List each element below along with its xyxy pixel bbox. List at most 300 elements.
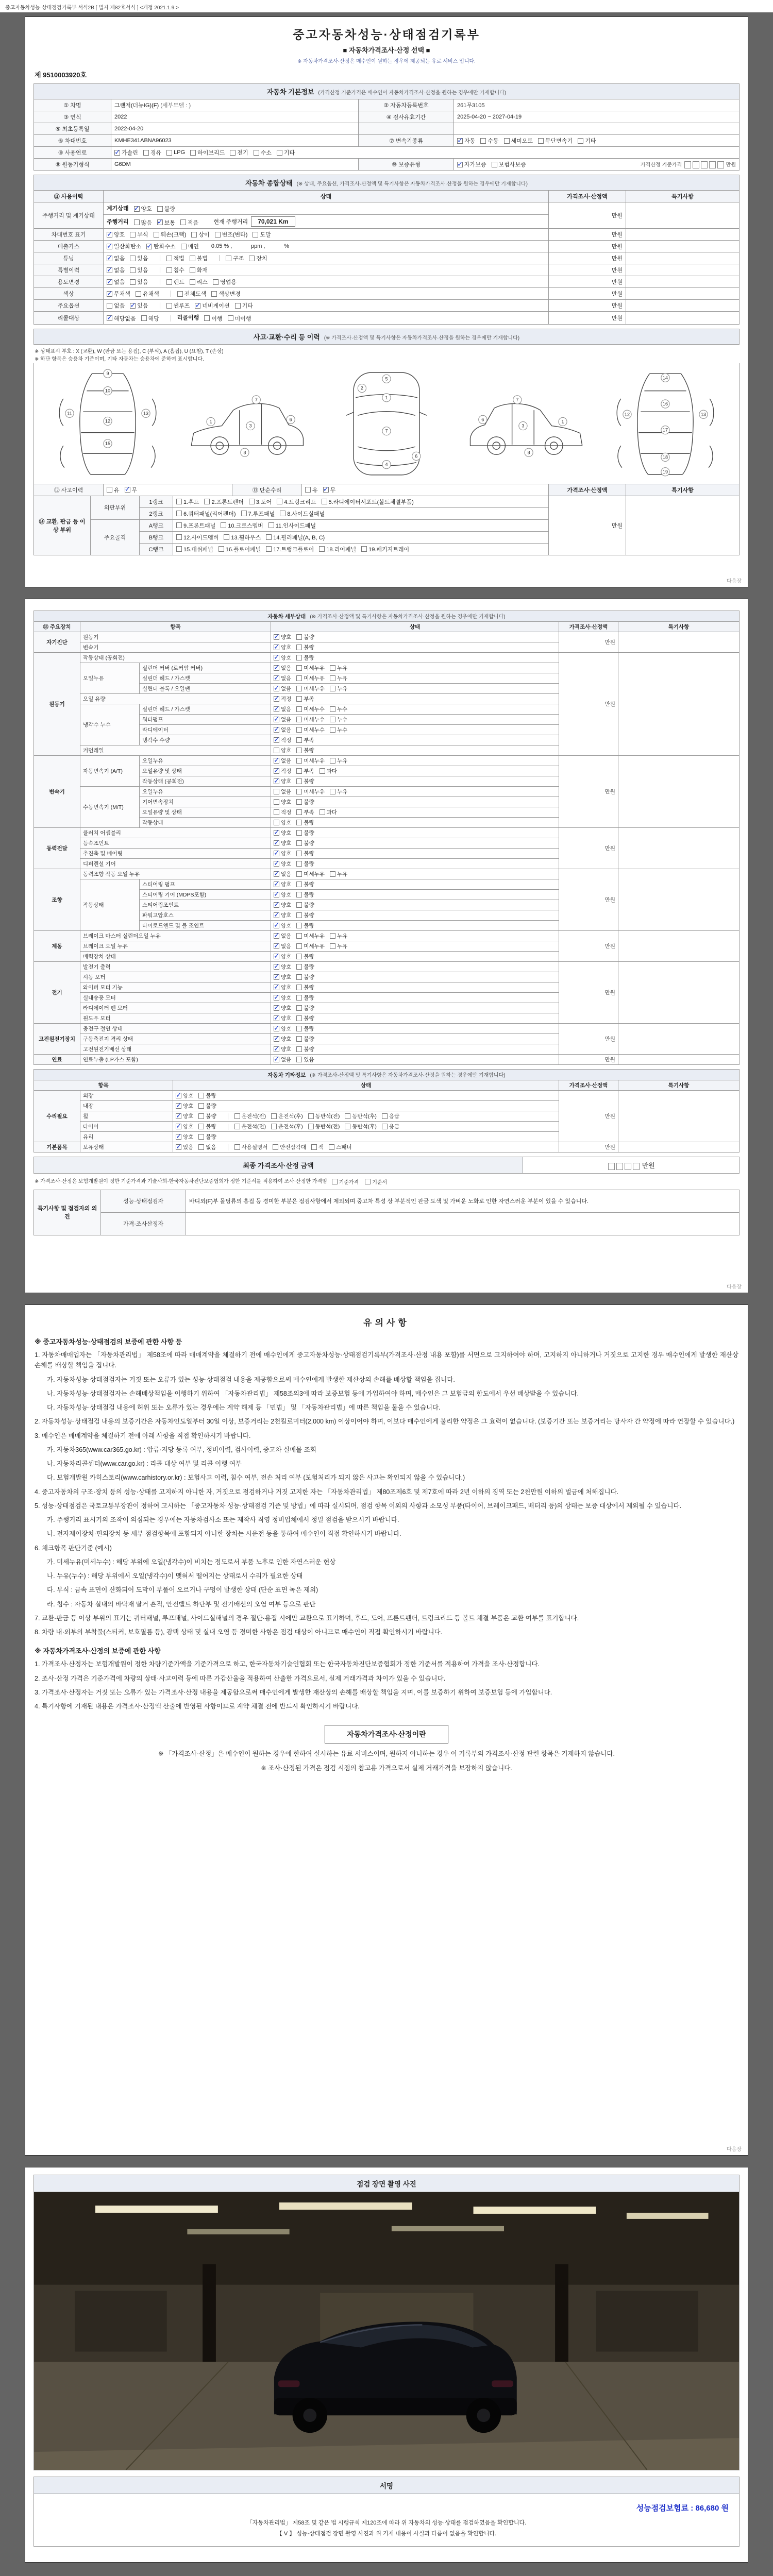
checkbox-checked-icon[interactable] xyxy=(274,840,279,846)
checkbox-icon[interactable] xyxy=(190,256,195,261)
checkbox-option[interactable] xyxy=(296,870,325,878)
checkbox-option[interactable] xyxy=(198,1102,216,1110)
checkbox-option[interactable] xyxy=(176,1102,193,1110)
checkbox-option[interactable] xyxy=(296,1004,314,1012)
checkbox-option[interactable] xyxy=(176,545,213,553)
checkbox-checked-icon[interactable] xyxy=(274,1046,279,1052)
checkbox-icon[interactable] xyxy=(296,943,302,949)
checkbox-option[interactable] xyxy=(323,486,336,494)
checkbox-checked-icon[interactable] xyxy=(274,882,279,887)
checkbox-option[interactable] xyxy=(274,643,291,651)
checkbox-icon[interactable] xyxy=(198,1144,204,1150)
checkbox-option[interactable] xyxy=(190,254,208,262)
checkbox-option[interactable] xyxy=(538,137,573,145)
checkbox-option[interactable] xyxy=(107,230,125,239)
checkbox-option[interactable] xyxy=(330,870,347,878)
checkbox-icon[interactable] xyxy=(190,150,196,156)
checkbox-option[interactable] xyxy=(143,148,161,157)
checkbox-option[interactable] xyxy=(274,674,291,682)
checkbox-checked-icon[interactable] xyxy=(274,954,279,959)
checkbox-option[interactable] xyxy=(190,278,208,286)
checkbox-option[interactable] xyxy=(176,498,199,506)
checkbox-icon[interactable] xyxy=(296,1057,302,1062)
checkbox-option[interactable] xyxy=(107,314,136,323)
checkbox-option[interactable] xyxy=(271,1112,303,1120)
checkbox-icon[interactable] xyxy=(296,964,302,970)
checkbox-icon[interactable] xyxy=(274,820,279,825)
checkbox-option[interactable] xyxy=(382,1112,399,1120)
checkbox-icon[interactable] xyxy=(107,303,112,309)
checkbox-icon[interactable] xyxy=(215,232,221,238)
checkbox-option[interactable] xyxy=(274,880,291,888)
checkbox-option[interactable] xyxy=(274,767,291,775)
checkbox-icon[interactable] xyxy=(538,138,544,144)
checkbox-icon[interactable] xyxy=(198,1124,204,1129)
checkbox-icon[interactable] xyxy=(271,1124,277,1129)
checkbox-option[interactable] xyxy=(107,254,125,262)
checkbox-icon[interactable] xyxy=(274,748,279,753)
checkbox-option[interactable] xyxy=(296,757,325,765)
checkbox-checked-icon[interactable] xyxy=(274,1057,279,1062)
checkbox-checked-icon[interactable] xyxy=(274,861,279,867)
checkbox-checked-icon[interactable] xyxy=(274,943,279,949)
checkbox-option[interactable] xyxy=(330,685,347,692)
checkbox-icon[interactable] xyxy=(330,933,335,939)
checkbox-icon[interactable] xyxy=(136,291,141,297)
checkbox-option[interactable] xyxy=(213,278,237,286)
checkbox-icon[interactable] xyxy=(134,219,140,225)
checkbox-icon[interactable] xyxy=(308,1124,314,1129)
checkbox-icon[interactable] xyxy=(166,150,172,156)
checkbox-option[interactable] xyxy=(241,510,275,518)
checkbox-option[interactable] xyxy=(274,716,291,723)
checkbox-option[interactable] xyxy=(330,942,347,950)
checkbox-option[interactable] xyxy=(176,1092,193,1099)
checkbox-icon[interactable] xyxy=(221,522,226,528)
checkbox-icon[interactable] xyxy=(296,686,302,691)
checkbox-option[interactable] xyxy=(296,829,314,837)
checkbox-option[interactable] xyxy=(274,633,291,641)
checkbox-icon[interactable] xyxy=(320,809,325,815)
checkbox-option[interactable] xyxy=(319,545,356,553)
checkbox-option[interactable] xyxy=(296,819,314,826)
checkbox-icon[interactable] xyxy=(361,546,367,552)
checkbox-icon[interactable] xyxy=(141,315,147,321)
checkbox-option[interactable] xyxy=(274,953,291,960)
checkbox-option[interactable] xyxy=(296,736,314,744)
checkbox-option[interactable] xyxy=(305,486,318,494)
checkbox-icon[interactable] xyxy=(296,933,302,939)
checkbox-option[interactable] xyxy=(296,880,314,888)
checkbox-option[interactable] xyxy=(296,860,314,868)
checkbox-option[interactable] xyxy=(330,705,347,713)
checkbox-option[interactable] xyxy=(141,314,159,323)
checkbox-option[interactable] xyxy=(296,1035,314,1043)
checkbox-icon[interactable] xyxy=(296,634,302,640)
checkbox-checked-icon[interactable] xyxy=(274,1026,279,1031)
checkbox-option[interactable] xyxy=(296,808,314,816)
checkbox-option[interactable] xyxy=(382,1123,399,1130)
checkbox-icon[interactable] xyxy=(296,789,302,794)
checkbox-option[interactable] xyxy=(457,160,486,168)
checkbox-icon[interactable] xyxy=(296,902,302,908)
checkbox-option[interactable] xyxy=(274,757,291,765)
checkbox-option[interactable] xyxy=(280,510,325,518)
checkbox-checked-icon[interactable] xyxy=(125,487,130,493)
checkbox-icon[interactable] xyxy=(274,809,279,815)
checkbox-icon[interactable] xyxy=(296,1036,302,1042)
checkbox-option[interactable] xyxy=(296,788,325,795)
checkbox-option[interactable] xyxy=(249,254,267,262)
checkbox-icon[interactable] xyxy=(296,696,302,702)
checkbox-icon[interactable] xyxy=(492,162,497,167)
checkbox-icon[interactable] xyxy=(230,150,236,156)
checkbox-checked-icon[interactable] xyxy=(176,1103,181,1109)
checkbox-option[interactable] xyxy=(330,726,347,734)
checkbox-icon[interactable] xyxy=(296,799,302,805)
checkbox-checked-icon[interactable] xyxy=(274,933,279,939)
checkbox-icon[interactable] xyxy=(280,511,285,516)
checkbox-option[interactable] xyxy=(254,148,272,157)
checkbox-option[interactable] xyxy=(107,301,125,310)
checkbox-option[interactable] xyxy=(330,788,347,795)
checkbox-option[interactable] xyxy=(274,777,291,785)
checkbox-option[interactable] xyxy=(274,1025,291,1032)
checkbox-icon[interactable] xyxy=(296,871,302,877)
checkbox-checked-icon[interactable] xyxy=(146,244,152,249)
checkbox-option[interactable] xyxy=(274,1045,291,1053)
checkbox-checked-icon[interactable] xyxy=(274,974,279,980)
checkbox-option[interactable] xyxy=(221,521,263,530)
checkbox-option[interactable] xyxy=(271,1123,303,1130)
checkbox-icon[interactable] xyxy=(198,1113,204,1119)
checkbox-option[interactable] xyxy=(277,148,295,157)
checkbox-option[interactable] xyxy=(296,942,325,950)
checkbox-icon[interactable] xyxy=(190,279,195,285)
checkbox-icon[interactable] xyxy=(266,534,272,540)
checkbox-icon[interactable] xyxy=(330,871,335,877)
checkbox-option[interactable] xyxy=(130,266,148,274)
checkbox-option[interactable] xyxy=(296,911,314,919)
checkbox-option[interactable] xyxy=(198,1112,216,1120)
checkbox-option[interactable] xyxy=(191,230,209,239)
checkbox-option[interactable] xyxy=(296,767,314,775)
checkbox-icon[interactable] xyxy=(296,809,302,815)
checkbox-option[interactable] xyxy=(296,716,325,723)
checkbox-icon[interactable] xyxy=(330,706,335,712)
checkbox-icon[interactable] xyxy=(578,138,583,144)
checkbox-option[interactable] xyxy=(107,242,141,250)
checkbox-option[interactable] xyxy=(329,1143,351,1151)
checkbox-option[interactable] xyxy=(198,1143,216,1151)
checkbox-checked-icon[interactable] xyxy=(195,303,200,309)
checkbox-option[interactable] xyxy=(176,1133,193,1141)
checkbox-checked-icon[interactable] xyxy=(274,892,279,897)
checkbox-option[interactable] xyxy=(330,674,347,682)
checkbox-option[interactable] xyxy=(176,1123,193,1130)
checkbox-option[interactable] xyxy=(274,1056,291,1063)
checkbox-icon[interactable] xyxy=(330,789,335,794)
checkbox-icon[interactable] xyxy=(308,1113,314,1119)
checkbox-icon[interactable] xyxy=(249,256,255,261)
checkbox-checked-icon[interactable] xyxy=(274,1036,279,1042)
checkbox-checked-icon[interactable] xyxy=(274,768,279,774)
checkbox-option[interactable] xyxy=(274,932,291,940)
checkbox-icon[interactable] xyxy=(480,138,486,144)
checkbox-option[interactable] xyxy=(230,148,248,157)
checkbox-option[interactable] xyxy=(274,860,291,868)
checkbox-icon[interactable] xyxy=(330,665,335,671)
checkbox-option[interactable] xyxy=(274,963,291,971)
checkbox-option[interactable] xyxy=(296,643,314,651)
checkbox-option[interactable] xyxy=(176,521,215,530)
checkbox-icon[interactable] xyxy=(234,1113,240,1119)
checkbox-option[interactable] xyxy=(274,1014,291,1022)
checkbox-icon[interactable] xyxy=(296,840,302,846)
checkbox-checked-icon[interactable] xyxy=(274,1015,279,1021)
checkbox-option[interactable] xyxy=(274,850,291,857)
checkbox-checked-icon[interactable] xyxy=(107,232,112,238)
checkbox-option[interactable] xyxy=(274,891,291,899)
checkbox-option[interactable] xyxy=(308,1112,340,1120)
checkbox-icon[interactable] xyxy=(382,1113,388,1119)
checkbox-option[interactable] xyxy=(274,1004,291,1012)
checkbox-option[interactable] xyxy=(296,901,314,909)
checkbox-checked-icon[interactable] xyxy=(274,655,279,660)
checkbox-option[interactable] xyxy=(107,278,125,286)
checkbox-checked-icon[interactable] xyxy=(274,645,279,650)
checkbox-option[interactable] xyxy=(274,984,291,991)
checkbox-checked-icon[interactable] xyxy=(114,150,120,156)
checkbox-icon[interactable] xyxy=(296,758,302,764)
checkbox-icon[interactable] xyxy=(322,499,327,504)
checkbox-option[interactable] xyxy=(253,230,271,239)
checkbox-icon[interactable] xyxy=(107,487,112,493)
checkbox-option[interactable] xyxy=(198,1123,216,1130)
checkbox-icon[interactable] xyxy=(254,150,259,156)
checkbox-option[interactable] xyxy=(134,205,152,213)
checkbox-icon[interactable] xyxy=(296,995,302,1001)
checkbox-option[interactable] xyxy=(274,798,291,806)
checkbox-option[interactable] xyxy=(107,486,120,494)
checkbox-option[interactable] xyxy=(130,301,148,310)
checkbox-option[interactable] xyxy=(296,654,314,662)
checkbox-option[interactable] xyxy=(274,829,291,837)
checkbox-option[interactable] xyxy=(330,716,347,723)
checkbox-option[interactable] xyxy=(204,314,222,323)
checkbox-icon[interactable] xyxy=(296,706,302,712)
checkbox-icon[interactable] xyxy=(176,534,182,540)
checkbox-checked-icon[interactable] xyxy=(274,706,279,712)
checkbox-option[interactable] xyxy=(296,777,314,785)
checkbox-option[interactable] xyxy=(235,301,253,310)
checkbox-icon[interactable] xyxy=(226,256,231,261)
checkbox-option[interactable] xyxy=(134,218,152,227)
checkbox-icon[interactable] xyxy=(273,1144,278,1150)
checkbox-option[interactable] xyxy=(365,1178,387,1185)
checkbox-icon[interactable] xyxy=(177,291,183,297)
checkbox-option[interactable] xyxy=(296,932,325,940)
checkbox-icon[interactable] xyxy=(296,727,302,733)
checkbox-checked-icon[interactable] xyxy=(274,758,279,764)
checkbox-option[interactable] xyxy=(296,1056,314,1063)
checkbox-option[interactable] xyxy=(296,705,325,713)
checkbox-icon[interactable] xyxy=(271,1113,277,1119)
checkbox-option[interactable] xyxy=(266,533,325,541)
checkbox-option[interactable] xyxy=(296,973,314,981)
checkbox-option[interactable] xyxy=(274,922,291,929)
checkbox-checked-icon[interactable] xyxy=(274,696,279,702)
checkbox-checked-icon[interactable] xyxy=(107,244,112,249)
checkbox-icon[interactable] xyxy=(274,789,279,794)
checkbox-option[interactable] xyxy=(234,1123,266,1130)
checkbox-icon[interactable] xyxy=(274,799,279,805)
checkbox-icon[interactable] xyxy=(219,546,224,552)
checkbox-option[interactable] xyxy=(320,767,337,775)
checkbox-option[interactable] xyxy=(504,137,533,145)
checkbox-icon[interactable] xyxy=(211,291,217,297)
checkbox-icon[interactable] xyxy=(277,499,282,504)
checkbox-option[interactable] xyxy=(308,1123,340,1130)
checkbox-icon[interactable] xyxy=(234,1124,240,1129)
checkbox-option[interactable] xyxy=(157,205,175,213)
checkbox-option[interactable] xyxy=(157,218,175,227)
checkbox-icon[interactable] xyxy=(176,522,182,528)
checkbox-icon[interactable] xyxy=(191,232,197,238)
checkbox-option[interactable] xyxy=(274,819,291,826)
checkbox-icon[interactable] xyxy=(190,267,195,273)
checkbox-checked-icon[interactable] xyxy=(274,964,279,970)
checkbox-option[interactable] xyxy=(198,1092,216,1099)
checkbox-icon[interactable] xyxy=(329,1144,334,1150)
checkbox-option[interactable] xyxy=(296,984,314,991)
checkbox-icon[interactable] xyxy=(296,1015,302,1021)
checkbox-checked-icon[interactable] xyxy=(274,634,279,640)
checkbox-checked-icon[interactable] xyxy=(274,737,279,743)
checkbox-icon[interactable] xyxy=(130,232,136,238)
checkbox-checked-icon[interactable] xyxy=(274,778,279,784)
checkbox-icon[interactable] xyxy=(228,315,233,321)
checkbox-option[interactable] xyxy=(274,839,291,847)
checkbox-option[interactable] xyxy=(277,498,316,506)
checkbox-option[interactable] xyxy=(296,633,314,641)
checkbox-option[interactable] xyxy=(166,301,190,310)
checkbox-option[interactable] xyxy=(361,545,409,553)
checkbox-icon[interactable] xyxy=(166,303,172,309)
checkbox-checked-icon[interactable] xyxy=(274,686,279,691)
checkbox-option[interactable] xyxy=(146,242,176,250)
checkbox-checked-icon[interactable] xyxy=(134,206,140,212)
checkbox-option[interactable] xyxy=(296,850,314,857)
checkbox-option[interactable] xyxy=(296,891,314,899)
checkbox-option[interactable] xyxy=(166,149,185,156)
checkbox-option[interactable] xyxy=(296,922,314,929)
checkbox-option[interactable] xyxy=(211,290,241,298)
checkbox-icon[interactable] xyxy=(277,150,282,156)
checkbox-checked-icon[interactable] xyxy=(176,1113,181,1119)
checkbox-icon[interactable] xyxy=(296,1026,302,1031)
checkbox-icon[interactable] xyxy=(198,1093,204,1098)
checkbox-icon[interactable] xyxy=(268,522,274,528)
checkbox-checked-icon[interactable] xyxy=(107,315,112,321)
checkbox-option[interactable] xyxy=(296,1045,314,1053)
checkbox-checked-icon[interactable] xyxy=(157,219,163,225)
checkbox-checked-icon[interactable] xyxy=(323,487,329,493)
checkbox-icon[interactable] xyxy=(180,219,186,225)
checkbox-icon[interactable] xyxy=(204,499,210,504)
checkbox-checked-icon[interactable] xyxy=(274,665,279,671)
checkbox-checked-icon[interactable] xyxy=(176,1144,181,1150)
checkbox-icon[interactable] xyxy=(198,1134,204,1140)
checkbox-option[interactable] xyxy=(166,266,184,274)
checkbox-icon[interactable] xyxy=(296,748,302,753)
checkbox-option[interactable] xyxy=(274,654,291,662)
checkbox-option[interactable] xyxy=(480,137,498,145)
checkbox-option[interactable] xyxy=(130,278,148,286)
checkbox-icon[interactable] xyxy=(198,1103,204,1109)
checkbox-option[interactable] xyxy=(226,254,244,262)
checkbox-option[interactable] xyxy=(296,1014,314,1022)
checkbox-icon[interactable] xyxy=(296,830,302,836)
checkbox-option[interactable] xyxy=(107,266,125,274)
checkbox-option[interactable] xyxy=(296,839,314,847)
checkbox-icon[interactable] xyxy=(176,546,182,552)
checkbox-icon[interactable] xyxy=(296,923,302,928)
checkbox-icon[interactable] xyxy=(166,279,172,285)
checkbox-option[interactable] xyxy=(219,545,261,553)
checkbox-icon[interactable] xyxy=(296,665,302,671)
checkbox-option[interactable] xyxy=(268,521,316,530)
checkbox-option[interactable] xyxy=(322,498,414,506)
checkbox-icon[interactable] xyxy=(365,1179,371,1184)
checkbox-icon[interactable] xyxy=(296,892,302,897)
checkbox-icon[interactable] xyxy=(296,912,302,918)
checkbox-icon[interactable] xyxy=(296,768,302,774)
checkbox-icon[interactable] xyxy=(296,1005,302,1011)
checkbox-option[interactable] xyxy=(274,705,291,713)
checkbox-option[interactable] xyxy=(296,953,314,960)
checkbox-checked-icon[interactable] xyxy=(457,138,463,144)
checkbox-option[interactable] xyxy=(274,1035,291,1043)
checkbox-option[interactable] xyxy=(215,230,248,239)
checkbox-checked-icon[interactable] xyxy=(107,267,112,273)
checkbox-icon[interactable] xyxy=(253,232,258,238)
checkbox-option[interactable] xyxy=(274,747,291,754)
checkbox-icon[interactable] xyxy=(330,717,335,722)
checkbox-checked-icon[interactable] xyxy=(107,256,112,261)
checkbox-icon[interactable] xyxy=(296,882,302,887)
checkbox-option[interactable] xyxy=(125,486,138,494)
checkbox-option[interactable] xyxy=(330,664,347,672)
checkbox-icon[interactable] xyxy=(224,534,229,540)
checkbox-option[interactable] xyxy=(234,1112,266,1120)
checkbox-option[interactable] xyxy=(249,498,272,506)
checkbox-checked-icon[interactable] xyxy=(274,851,279,856)
checkbox-icon[interactable] xyxy=(234,1144,240,1150)
checkbox-icon[interactable] xyxy=(296,954,302,959)
checkbox-option[interactable] xyxy=(296,695,314,703)
checkbox-option[interactable] xyxy=(296,963,314,971)
checkbox-option[interactable] xyxy=(296,1025,314,1032)
checkbox-option[interactable] xyxy=(176,1112,193,1120)
checkbox-icon[interactable] xyxy=(296,645,302,650)
checkbox-option[interactable] xyxy=(234,1143,268,1151)
checkbox-option[interactable] xyxy=(296,994,314,1002)
checkbox-option[interactable] xyxy=(180,218,198,227)
checkbox-option[interactable] xyxy=(274,664,291,672)
checkbox-option[interactable] xyxy=(345,1112,377,1120)
checkbox-checked-icon[interactable] xyxy=(176,1134,181,1140)
